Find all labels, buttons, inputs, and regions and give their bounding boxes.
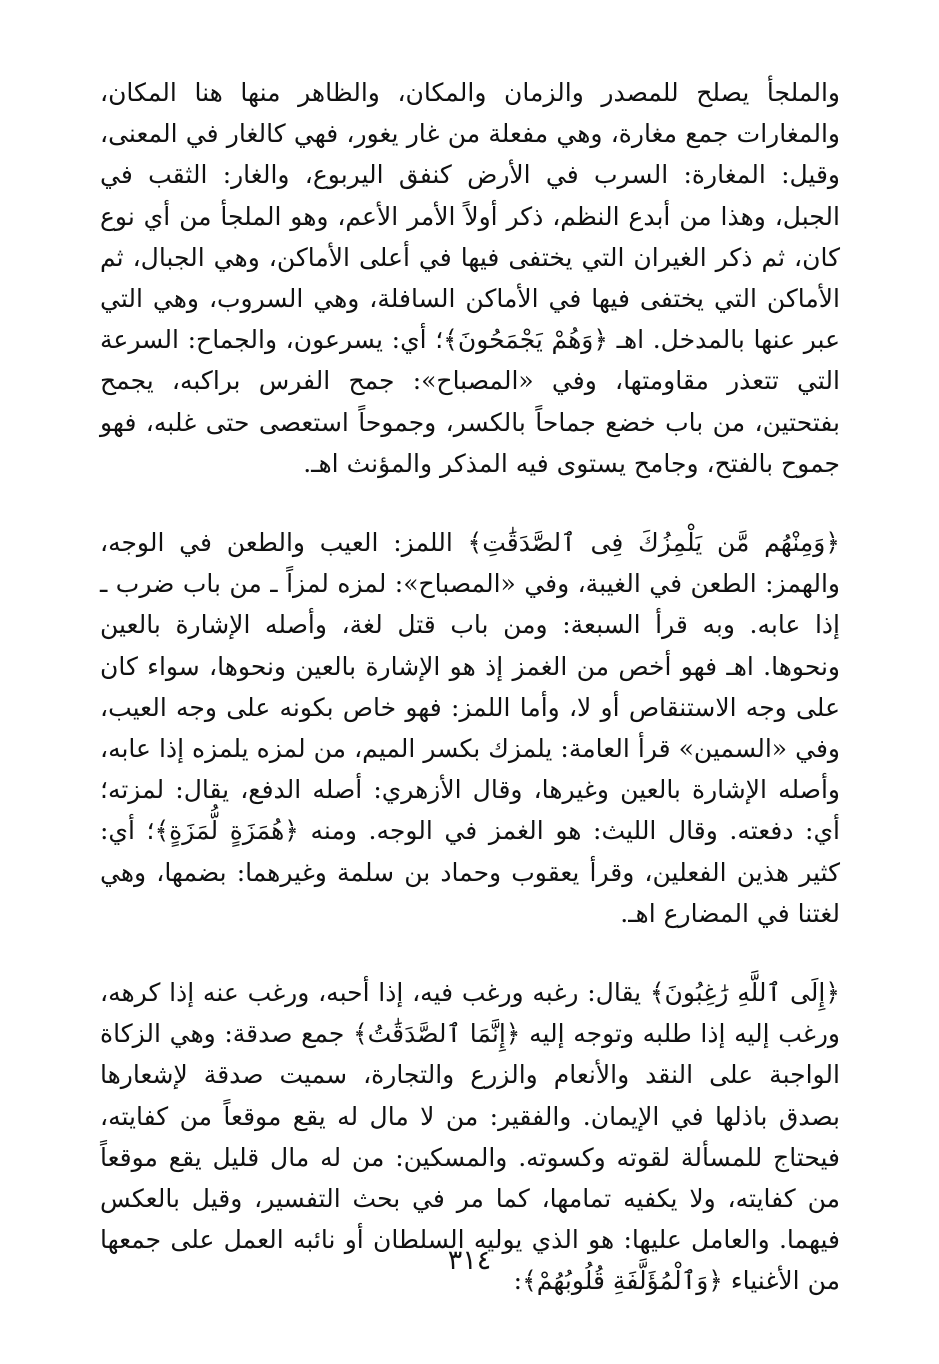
paragraph-3: ﴿إِلَى ٱللَّهِ رَٰغِبُونَ﴾ يقال: رغبه ورغب فيه، إذا أحبه، ورغب عنه إذا كرهه، ورغب إليه إذا طلبه وتوجه إليه ﴿إِنَّمَا ٱلصَّدَقَٰتُ﴾ جمع صدقة: وهي الزكاة الواجبة على النقد والأنعام والزرع والتجارة، سميت صدقة لإشعارها بصدق باذلها في الإيمان. والفقير: من لا مال له يقع موقعاً من كفايته، فيحتاج للمسألة لقوته وكسوته. والمسكين: من له مال قليل يقع موقعاً من كفايته، ولا يكفيه تمامها، كما مر في بحث التفسير، وقيل بالعكس فيهما. والعامل عليها: هو الذي يوليه السلطان أو نائبه العمل على جمعها من الأغنياء ﴿وَٱلْمُؤَلَّفَةِ قُلُوبُهُمْ﴾:: [100, 978, 840, 1296]
paragraph-1: والملجأ يصلح للمصدر والزمان والمكان، والظاهر منها هنا المكان، والمغارات جمع مغارة، وهي مفعلة من غار يغور، فهي كالغار في المعنى، وقيل: المغارة: السرب في الأرض كنفق اليربوع، والغار: الثقب في الجبل، وهذا من أبدع النظم، ذكر أولاً الأمر الأعم، وهو الملجأ من أي نوع كان، ثم ذكر الغيران التي يختفى فيها في أعلى الأماكن، وهي الجبال، ثم الأماكن التي يختفى فيها في الأماكن السافلة، وهي السروب، وهي التي عبر عنها بالمدخل. اهـ ﴿وَهُمْ يَجْمَحُونَ﴾؛ أي: يسرعون، والجماح: السرعة التي تتعذر مقاومتها، وفي «المصباح»: جمح الفرس براكبه، يجمح بفتحتين، من باب خضع جماحاً بالكسر، وجموحاً استعصى حتى غلبه، فهو جموح بالفتح، وجامح يستوى فيه المذكر والمؤنث اهـ.: [100, 78, 840, 478]
page-number: ٣١٤: [447, 1245, 492, 1276]
paragraph-2: ﴿وَمِنْهُم مَّن يَلْمِزُكَ فِى ٱلصَّدَقَٰتِ﴾ اللمز: العيب والطعن في الوجه، والهمز: الطعن في الغيبة، وفي «المصباح»: لمزه لمزاً ـ من باب ضرب ـ إذا عابه. وبه قرأ السبعة: ومن باب قتل لغة، وأصله الإشارة بالعين ونحوها. اهـ فهو أخص من الغمز إذ هو الإشارة بالعين ونحوها، سواء كان على وجه الاستنقاص أو لا، وأما اللمز: فهو خاص بكونه على وجه العيب، وفي «السمين» قرأ العامة: يلمزك بكسر الميم، من لمزه يلمزه إذا عابه، وأصله الإشارة بالعين وغيرها، وقال الأزهري: أصله الدفع، يقال: لمزته؛ أي: دفعته. وقال الليث: هو الغمز في الوجه. ومنه ﴿هُمَزَةٍ لُّمَزَةٍ﴾؛ أي: كثير هذين الفعلين، وقرأ يعقوب وحماد بن سلمة وغيرهما: بضمها، وهي لغتنا في المضارع اهـ.: [100, 528, 840, 928]
page-body: [100, 72, 840, 1302]
